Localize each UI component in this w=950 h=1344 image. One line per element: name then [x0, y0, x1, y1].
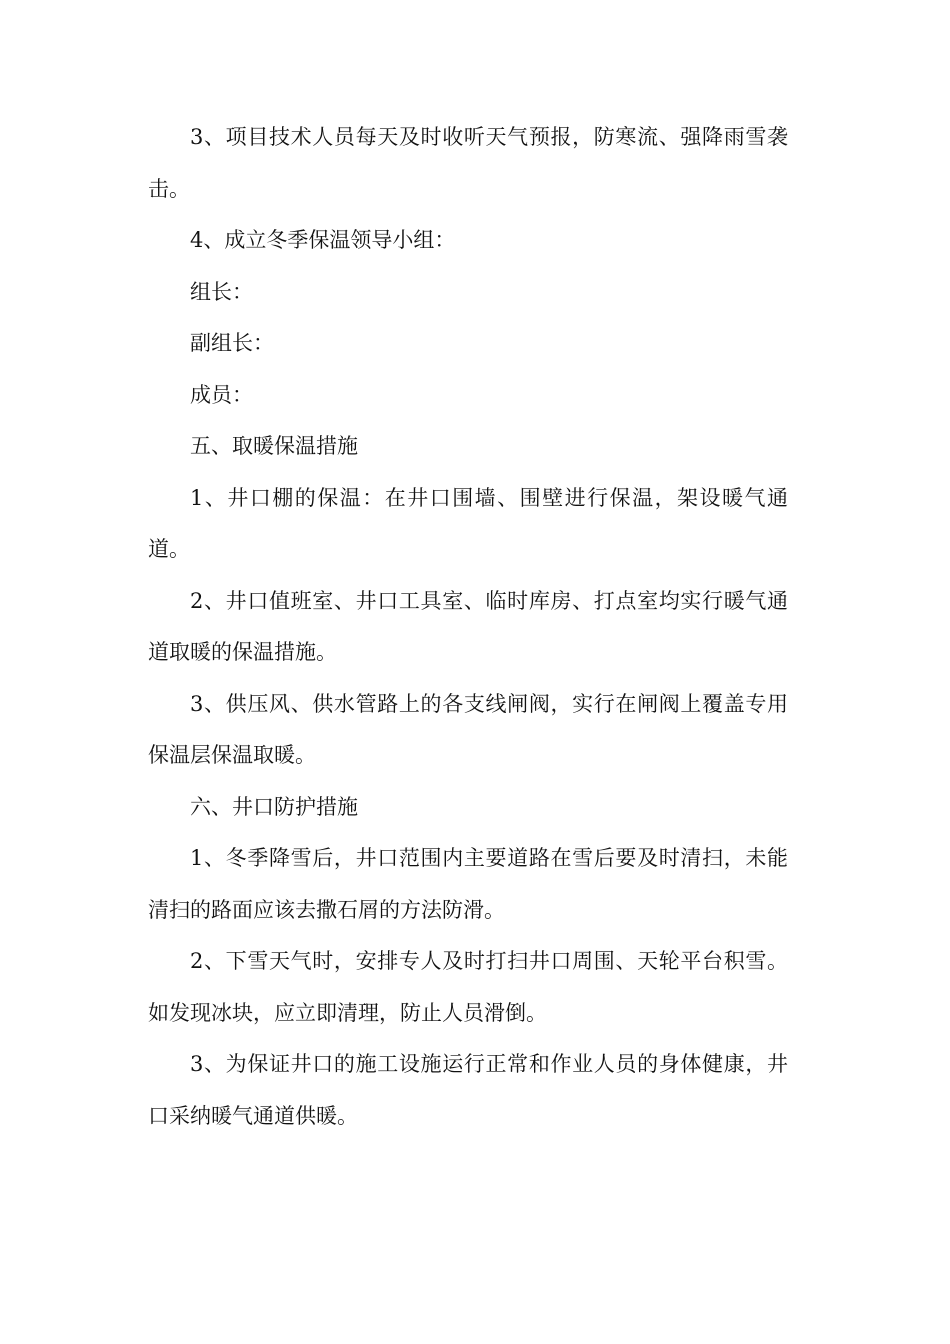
paragraph-shaft-heating: 3、为保证井口的施工设施运行正常和作业人员的身体健康，井口采纳暖气通道供暖。 — [148, 1052, 788, 1128]
paragraph-valve-insulation: 3、供压风、供水管路上的各支线闸阀，实行在闸阀上覆盖专用保温层保温取暖。 — [148, 691, 788, 767]
paragraph-group-leader: 组长： — [190, 279, 253, 304]
section-heading-shaft-protection: 六、井口防护措施 — [190, 794, 358, 819]
paragraph-leadership-group: 4、成立冬季保温领导小组： — [190, 228, 456, 252]
paragraph-snow-clearing: 1、冬季降雪后，井口范围内主要道路在雪后要及时清扫，未能清扫的路面应该去撒石屑的方法防滑。 — [148, 846, 788, 922]
paragraph-weather-forecast: 3、项目技术人员每天及时收听天气预报，防寒流、强降雨雪袭击。 — [148, 125, 788, 201]
paragraph-shed-insulation: 1、井口棚的保温：在井口围墙、围壁进行保温，架设暖气通道。 — [148, 485, 788, 561]
section-heading-heating-measures: 五、取暖保温措施 — [190, 434, 358, 458]
paragraph-snow-weather: 2、下雪天气时，安排专人及时打扫井口周围、天轮平台积雪。如发现冰块，应立即清理，防止人员滑倒。 — [148, 949, 788, 1025]
paragraph-deputy-leader: 副组长： — [190, 331, 274, 355]
paragraph-rooms-heating: 2、井口值班室、井口工具室、临时库房、打点室均实行暖气通道取暖的保温措施。 — [148, 588, 788, 664]
document-body — [148, 112, 788, 1142]
paragraph-members: 成员： — [190, 382, 253, 407]
